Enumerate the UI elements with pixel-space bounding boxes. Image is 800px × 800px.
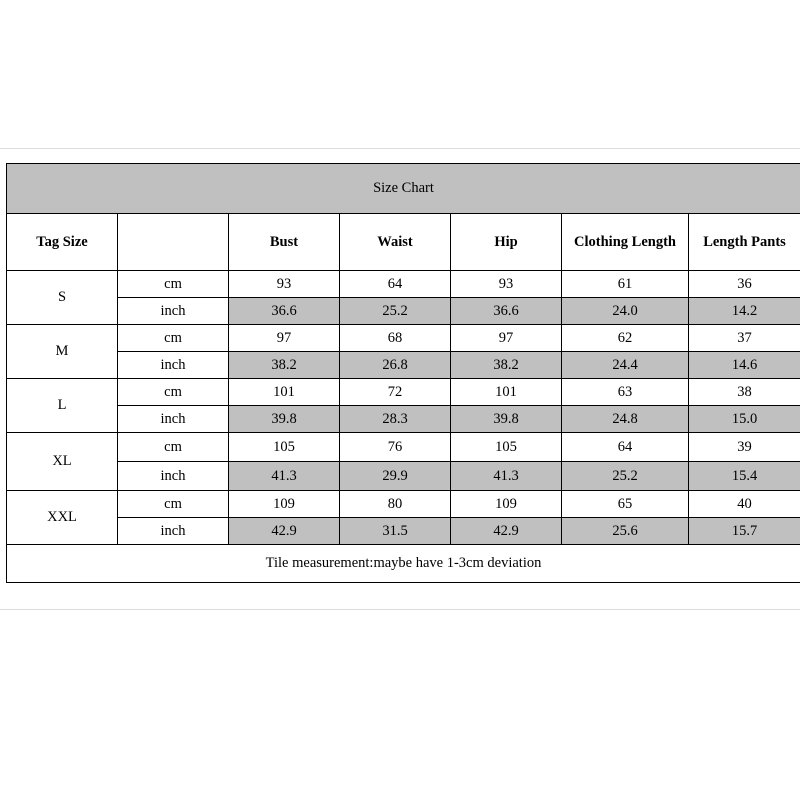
table-cell: 61 (562, 271, 689, 298)
header-tag-size: Tag Size (7, 214, 118, 271)
table-cell: 97 (451, 325, 562, 352)
table-cell: 93 (451, 271, 562, 298)
table-row (7, 298, 800, 325)
unit-label: cm (118, 325, 229, 352)
table-cell: 64 (340, 271, 451, 298)
table-cell: 105 (451, 433, 562, 462)
header-row (7, 214, 800, 271)
table-cell: 65 (562, 491, 689, 518)
unit-label: inch (118, 352, 229, 379)
table-cell: 41.3 (451, 462, 562, 491)
unit-label: inch (118, 298, 229, 325)
table-cell: 41.3 (229, 462, 340, 491)
size-label: S (7, 271, 118, 325)
header-bust: Bust (229, 214, 340, 271)
table-cell: 15.4 (689, 462, 800, 491)
table-cell: 42.9 (451, 518, 562, 545)
header-hip: Hip (451, 214, 562, 271)
table-cell: 101 (229, 379, 340, 406)
table-cell: 25.2 (340, 298, 451, 325)
unit-label: cm (118, 491, 229, 518)
size-label: XL (7, 433, 118, 491)
unit-label: cm (118, 379, 229, 406)
table-cell: 37 (689, 325, 800, 352)
table-cell: 62 (562, 325, 689, 352)
unit-label: cm (118, 433, 229, 462)
table-cell: 39 (689, 433, 800, 462)
table-cell: 76 (340, 433, 451, 462)
measurement-note: Tile measurement:maybe have 1-3cm deviation (7, 545, 800, 583)
table-row (7, 491, 800, 518)
chart-title: Size Chart (7, 164, 800, 214)
table-cell: 36.6 (229, 298, 340, 325)
table-cell: 64 (562, 433, 689, 462)
table-cell: 25.2 (562, 462, 689, 491)
table-cell: 39.8 (451, 406, 562, 433)
unit-label: cm (118, 271, 229, 298)
table-row (7, 406, 800, 433)
table-cell: 15.0 (689, 406, 800, 433)
unit-label: inch (118, 462, 229, 491)
table-cell: 97 (229, 325, 340, 352)
table-cell: 68 (340, 325, 451, 352)
table-cell: 42.9 (229, 518, 340, 545)
table-cell: 24.4 (562, 352, 689, 379)
size-label: L (7, 379, 118, 433)
table-cell: 31.5 (340, 518, 451, 545)
table-cell: 72 (340, 379, 451, 406)
unit-label: inch (118, 518, 229, 545)
table-cell: 15.7 (689, 518, 800, 545)
table-row (7, 518, 800, 545)
table-cell: 80 (340, 491, 451, 518)
table-cell: 36.6 (451, 298, 562, 325)
table-row (7, 325, 800, 352)
table-cell: 40 (689, 491, 800, 518)
table-row (7, 352, 800, 379)
table-cell: 109 (451, 491, 562, 518)
table-cell: 105 (229, 433, 340, 462)
table-cell: 38 (689, 379, 800, 406)
header-clothing-length: Clothing Length (562, 214, 689, 271)
table-cell: 63 (562, 379, 689, 406)
header-unit (118, 214, 229, 271)
table-row (7, 271, 800, 298)
size-label: M (7, 325, 118, 379)
table-cell: 101 (451, 379, 562, 406)
size-chart-table (6, 163, 800, 583)
table-cell: 38.2 (229, 352, 340, 379)
table-cell: 28.3 (340, 406, 451, 433)
table-cell: 39.8 (229, 406, 340, 433)
unit-label: inch (118, 406, 229, 433)
table-cell: 93 (229, 271, 340, 298)
table-cell: 14.2 (689, 298, 800, 325)
table-row (7, 379, 800, 406)
table-cell: 29.9 (340, 462, 451, 491)
header-length-pants: Length Pants (689, 214, 800, 271)
table-cell: 24.0 (562, 298, 689, 325)
table-cell: 36 (689, 271, 800, 298)
table-row (7, 462, 800, 491)
table-row (7, 433, 800, 462)
table-cell: 38.2 (451, 352, 562, 379)
table-cell: 24.8 (562, 406, 689, 433)
header-waist: Waist (340, 214, 451, 271)
table-cell: 109 (229, 491, 340, 518)
table-cell: 14.6 (689, 352, 800, 379)
table-cell: 26.8 (340, 352, 451, 379)
size-label: XXL (7, 491, 118, 545)
table-cell: 25.6 (562, 518, 689, 545)
